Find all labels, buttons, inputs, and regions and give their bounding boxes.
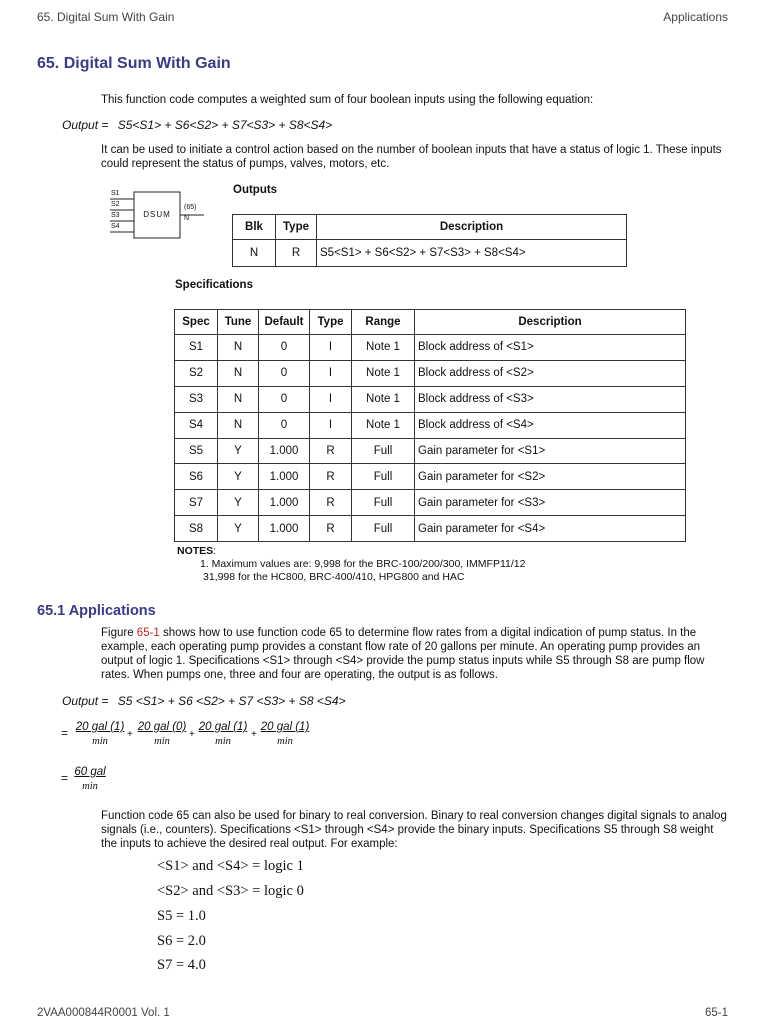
table-cell: Note 1 bbox=[352, 360, 415, 386]
paragraph-line: example, each operating pump provides a constant flow rate of 20 gallons per minute. An operating pump provides an bbox=[101, 641, 701, 653]
table-cell: N bbox=[218, 335, 259, 361]
table-cell: Gain parameter for <S2> bbox=[415, 464, 686, 490]
fraction-term bbox=[195, 721, 251, 747]
outputs-table bbox=[232, 214, 627, 267]
table-row bbox=[175, 490, 686, 516]
table-cell: Y bbox=[218, 464, 259, 490]
running-header-left: 65. Digital Sum With Gain bbox=[37, 10, 175, 24]
table-cell: Gain parameter for <S1> bbox=[415, 438, 686, 464]
fraction-numerator: 20 gal (0) bbox=[137, 721, 187, 733]
example-line: S6 = 2.0 bbox=[157, 933, 206, 949]
table-cell: N bbox=[218, 386, 259, 412]
table-cell: Full bbox=[352, 438, 415, 464]
fraction-numerator: 20 gal (1) bbox=[260, 721, 310, 733]
column-header: Description bbox=[415, 310, 686, 335]
intro-text: This function code computes a weighted sum of four boolean inputs using the following equation: bbox=[101, 94, 594, 106]
table-cell: 0 bbox=[259, 412, 310, 438]
text-run: shows how to use function code 65 to determine flow rates from a digital indication of pump status. In the bbox=[159, 627, 697, 639]
table-cell: Block address of <S3> bbox=[415, 386, 686, 412]
fraction-term bbox=[72, 721, 128, 747]
equation-main bbox=[62, 118, 332, 132]
block-input-label: S2 bbox=[111, 201, 120, 208]
fraction-denominator: min bbox=[154, 736, 170, 747]
fraction-numerator: 20 gal (1) bbox=[198, 721, 248, 733]
table-header-row bbox=[175, 310, 686, 335]
fraction-denominator: min bbox=[215, 736, 231, 747]
paragraph-line: could represent the status of pumps, valves, motors, etc. bbox=[101, 158, 390, 170]
plus-sign: + bbox=[127, 729, 133, 740]
table-cell: I bbox=[310, 412, 352, 438]
fraction-denominator: min bbox=[82, 781, 98, 792]
table-cell: R bbox=[276, 240, 317, 267]
table-cell: 0 bbox=[259, 335, 310, 361]
paragraph-line: output of logic 1. Specifications <S1> through <S4> provide the pump status inputs while S5 through S8 are pump flow bbox=[101, 655, 705, 667]
table-cell: N bbox=[218, 412, 259, 438]
table-cell: S2 bbox=[175, 360, 218, 386]
table-row bbox=[175, 335, 686, 361]
outputs-heading: Outputs bbox=[233, 184, 278, 196]
table-header-row bbox=[233, 215, 627, 240]
paragraph-line: rates. When pumps one, three and four are operating, the output is as follows. bbox=[101, 669, 498, 681]
paragraph-line bbox=[101, 626, 705, 640]
table-row bbox=[175, 412, 686, 438]
column-header: Default bbox=[259, 310, 310, 335]
table-row bbox=[175, 438, 686, 464]
table-row bbox=[175, 516, 686, 542]
table-cell: Full bbox=[352, 490, 415, 516]
column-header: Description bbox=[317, 215, 627, 240]
table-cell: Note 1 bbox=[352, 386, 415, 412]
example-line: S5 = 1.0 bbox=[157, 908, 206, 924]
equation-expression: S5 <S1> + S6 <S2> + S7 <S3> + S8 <S4> bbox=[117, 694, 346, 708]
table-cell: R bbox=[310, 490, 352, 516]
text-run: Figure bbox=[101, 627, 137, 639]
table-cell: N bbox=[233, 240, 276, 267]
footer-document-id: 2VAA000844R0001 Vol. 1 bbox=[37, 1007, 170, 1019]
column-header: Range bbox=[352, 310, 415, 335]
fraction-term bbox=[134, 721, 190, 747]
function-block-diagram bbox=[108, 186, 208, 242]
table-cell: 0 bbox=[259, 360, 310, 386]
table-cell: 0 bbox=[259, 386, 310, 412]
notes-label: NOTES bbox=[177, 545, 214, 557]
plus-sign: + bbox=[189, 729, 195, 740]
specifications-heading: Specifications bbox=[175, 279, 253, 291]
example-line: S7 = 4.0 bbox=[157, 957, 206, 973]
fraction-term bbox=[257, 721, 313, 747]
table-cell: Block address of <S4> bbox=[415, 412, 686, 438]
table-cell: Block address of <S2> bbox=[415, 360, 686, 386]
table-cell: 1.000 bbox=[259, 516, 310, 542]
table-cell: R bbox=[310, 464, 352, 490]
note-line: 1. Maximum values are: 9,998 for the BRC-100/200/300, IMMFP11/12 bbox=[200, 558, 526, 570]
table-cell: N bbox=[218, 360, 259, 386]
example-line: <S2> and <S3> = logic 0 bbox=[157, 883, 304, 899]
equation-output bbox=[62, 694, 346, 708]
conversion-paragraph bbox=[101, 809, 727, 851]
specifications-table bbox=[174, 309, 686, 542]
applications-paragraph bbox=[101, 626, 705, 682]
fraction-numerator: 20 gal (1) bbox=[75, 721, 125, 733]
table-cell: Note 1 bbox=[352, 412, 415, 438]
table-cell: 1.000 bbox=[259, 490, 310, 516]
table-cell: S3 bbox=[175, 386, 218, 412]
table-cell: S7 bbox=[175, 490, 218, 516]
figure-link[interactable]: 65-1 bbox=[136, 627, 160, 639]
paragraph-line: Function code 65 can also be used for binary to real conversion. Binary to real conversion changes digital signals to analog bbox=[101, 810, 727, 822]
table-cell: Block address of <S1> bbox=[415, 335, 686, 361]
table-cell: Y bbox=[218, 490, 259, 516]
table-cell: I bbox=[310, 360, 352, 386]
table-row bbox=[175, 386, 686, 412]
table-cell: S6 bbox=[175, 464, 218, 490]
table-cell: Gain parameter for <S4> bbox=[415, 516, 686, 542]
example-line: <S1> and <S4> = logic 1 bbox=[157, 858, 304, 874]
equation-expression: S5<S1> + S6<S2> + S7<S3> + S8<S4> bbox=[117, 118, 333, 132]
table-cell: S5 bbox=[175, 438, 218, 464]
table-cell: S1 bbox=[175, 335, 218, 361]
plus-sign: + bbox=[251, 729, 257, 740]
result-fraction bbox=[72, 766, 108, 792]
table-row bbox=[175, 464, 686, 490]
notes-colon: : bbox=[213, 545, 217, 557]
paragraph-line: the inputs to achieve the desired real output. For example: bbox=[101, 838, 398, 850]
table-cell: S8 bbox=[175, 516, 218, 542]
table-cell: S4 bbox=[175, 412, 218, 438]
section-title: 65.1 Applications bbox=[37, 603, 156, 619]
table-row bbox=[233, 240, 627, 267]
column-header: Tune bbox=[218, 310, 259, 335]
column-header: Spec bbox=[175, 310, 218, 335]
footer-page-number: 65-1 bbox=[704, 1007, 728, 1019]
block-function-number: (65) bbox=[184, 204, 197, 211]
fraction-denominator: min bbox=[277, 736, 293, 747]
equation-label: Output = bbox=[62, 694, 109, 708]
table-cell: Full bbox=[352, 464, 415, 490]
block-output-label: N bbox=[184, 215, 190, 222]
table-cell: R bbox=[310, 438, 352, 464]
equals-sign: = bbox=[61, 726, 69, 740]
note-line: 31,998 for the HC800, BRC-400/410, HPG800 and HAC bbox=[203, 571, 465, 583]
table-cell: Gain parameter for <S3> bbox=[415, 490, 686, 516]
table-cell: S5<S1> + S6<S2> + S7<S3> + S8<S4> bbox=[317, 240, 627, 267]
column-header: Type bbox=[276, 215, 317, 240]
fraction-denominator: min bbox=[92, 736, 108, 747]
table-cell: Note 1 bbox=[352, 335, 415, 361]
notes-block bbox=[177, 545, 525, 584]
table-cell: 1.000 bbox=[259, 464, 310, 490]
block-input-label: S4 bbox=[111, 223, 120, 230]
page-title: 65. Digital Sum With Gain bbox=[37, 55, 231, 72]
table-cell: Y bbox=[218, 438, 259, 464]
table-cell: I bbox=[310, 335, 352, 361]
table-cell: Y bbox=[218, 516, 259, 542]
table-cell: I bbox=[310, 386, 352, 412]
block-input-label: S3 bbox=[111, 212, 120, 219]
column-header: Blk bbox=[233, 215, 276, 240]
running-header-right: Applications bbox=[663, 10, 728, 24]
table-cell: 1.000 bbox=[259, 438, 310, 464]
paragraph-line: signals (i.e., counters). Specifications <S1> through <S4> provide the binary inputs. Specifications S5 through S8 weight bbox=[101, 824, 714, 836]
column-header: Type bbox=[310, 310, 352, 335]
block-name: DSUM bbox=[143, 210, 171, 219]
equation-label: Output = bbox=[62, 118, 109, 132]
table-cell: Full bbox=[352, 516, 415, 542]
equals-sign: = bbox=[61, 771, 69, 785]
table-row bbox=[175, 360, 686, 386]
description-paragraph bbox=[101, 143, 722, 171]
fraction-numerator: 60 gal bbox=[74, 766, 106, 778]
paragraph-line: It can be used to initiate a control action based on the number of boolean inputs that have a status of logic 1. These inputs bbox=[101, 144, 722, 156]
table-cell: R bbox=[310, 516, 352, 542]
block-input-label: S1 bbox=[111, 190, 120, 197]
